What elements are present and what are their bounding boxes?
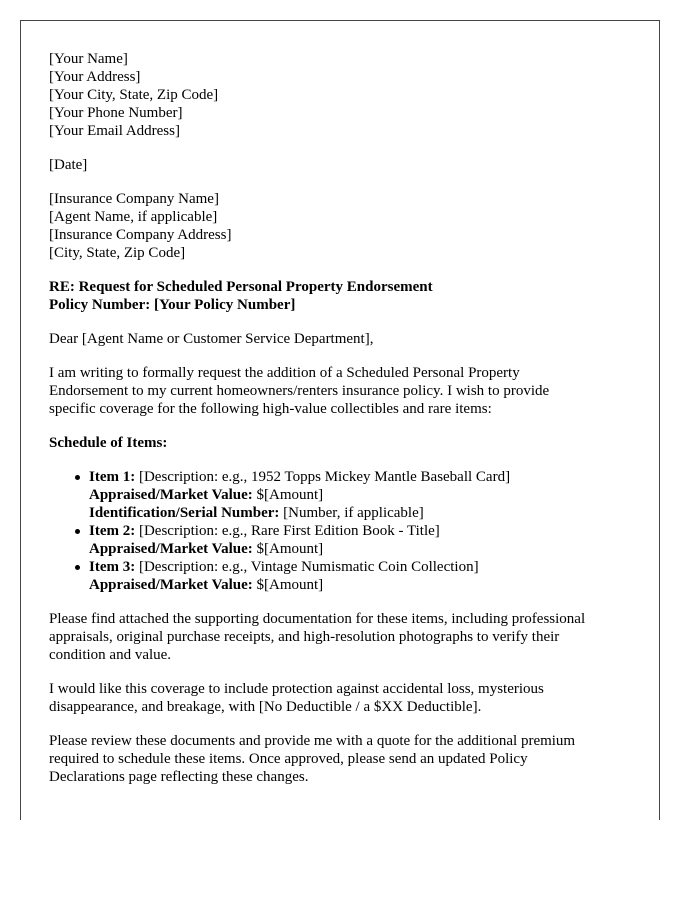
- list-item: [89, 522, 639, 558]
- letter-page: [20, 20, 660, 820]
- item-label: Item 2:: [89, 523, 136, 539]
- sender-email: [Your Email Address]: [49, 123, 180, 139]
- recipient-agent: [Agent Name, if applicable]: [49, 209, 218, 225]
- intro-paragraph: [49, 364, 639, 418]
- value-amount: $[Amount]: [252, 541, 324, 557]
- item-2-line: [89, 522, 639, 540]
- coverage-line: disappearance, and breakage, with [No Deductible / a $XX Deductible].: [49, 699, 482, 715]
- item-3-value: [89, 576, 639, 594]
- salutation: Dear [Agent Name or Customer Service Department],: [49, 331, 374, 347]
- recipient-city-state-zip: [City, State, Zip Code]: [49, 245, 186, 261]
- documentation-line: appraisals, original purchase receipts, and high-resolution photographs to verify their: [49, 629, 560, 645]
- recipient-block: [49, 190, 639, 262]
- item-description: [Description: e.g., Vintage Numismatic Coin Collection]: [135, 559, 479, 575]
- sender-phone: [Your Phone Number]: [49, 105, 183, 121]
- serial-number: [Number, if applicable]: [279, 505, 424, 521]
- value-label: Appraised/Market Value:: [89, 541, 253, 557]
- value-label: Appraised/Market Value:: [89, 577, 253, 593]
- list-item: [89, 468, 639, 522]
- recipient-company: [Insurance Company Name]: [49, 191, 219, 207]
- value-amount: $[Amount]: [252, 577, 324, 593]
- coverage-line: I would like this coverage to include protection against accidental loss, mysterious: [49, 681, 544, 697]
- item-description: [Description: e.g., 1952 Topps Mickey Mantle Baseball Card]: [135, 469, 511, 485]
- intro-line: specific coverage for the following high-value collectibles and rare items:: [49, 401, 492, 417]
- item-1-line: [89, 468, 639, 486]
- serial-label: Identification/Serial Number:: [89, 505, 280, 521]
- re-subject: RE: Request for Scheduled Personal Property Endorsement: [49, 279, 433, 295]
- item-label: Item 1:: [89, 469, 136, 485]
- item-1-value: [89, 486, 639, 504]
- sender-city-state-zip: [Your City, State, Zip Code]: [49, 87, 219, 103]
- sender-name: [Your Name]: [49, 51, 128, 67]
- sender-block: [49, 50, 639, 140]
- value-label: Appraised/Market Value:: [89, 487, 253, 503]
- item-2-value: [89, 540, 639, 558]
- re-block: [49, 278, 639, 314]
- schedule-heading: Schedule of Items:: [49, 435, 168, 451]
- documentation-paragraph: [49, 610, 639, 664]
- review-line: required to schedule these items. Once approved, please send an updated Policy: [49, 751, 528, 767]
- letter-content: [49, 50, 639, 786]
- intro-line: Endorsement to my current homeowners/renters insurance policy. I wish to provide: [49, 383, 550, 399]
- documentation-line: condition and value.: [49, 647, 172, 663]
- item-1-serial: [89, 504, 639, 522]
- review-paragraph: [49, 732, 639, 786]
- item-3-line: [89, 558, 639, 576]
- coverage-paragraph: [49, 680, 639, 716]
- review-line: Please review these documents and provide me with a quote for the additional premium: [49, 733, 576, 749]
- item-label: Item 3:: [89, 559, 136, 575]
- items-list: [49, 468, 639, 594]
- review-line: Declarations page reflecting these changes.: [49, 769, 309, 785]
- documentation-line: Please find attached the supporting documentation for these items, including professional: [49, 611, 586, 627]
- letter-date: [Date]: [49, 157, 88, 173]
- value-amount: $[Amount]: [252, 487, 324, 503]
- recipient-address: [Insurance Company Address]: [49, 227, 232, 243]
- sender-address: [Your Address]: [49, 69, 141, 85]
- intro-line: I am writing to formally request the addition of a Scheduled Personal Property: [49, 365, 520, 381]
- item-description: [Description: e.g., Rare First Edition Book - Title]: [135, 523, 440, 539]
- policy-number: Policy Number: [Your Policy Number]: [49, 297, 296, 313]
- list-item: [89, 558, 639, 594]
